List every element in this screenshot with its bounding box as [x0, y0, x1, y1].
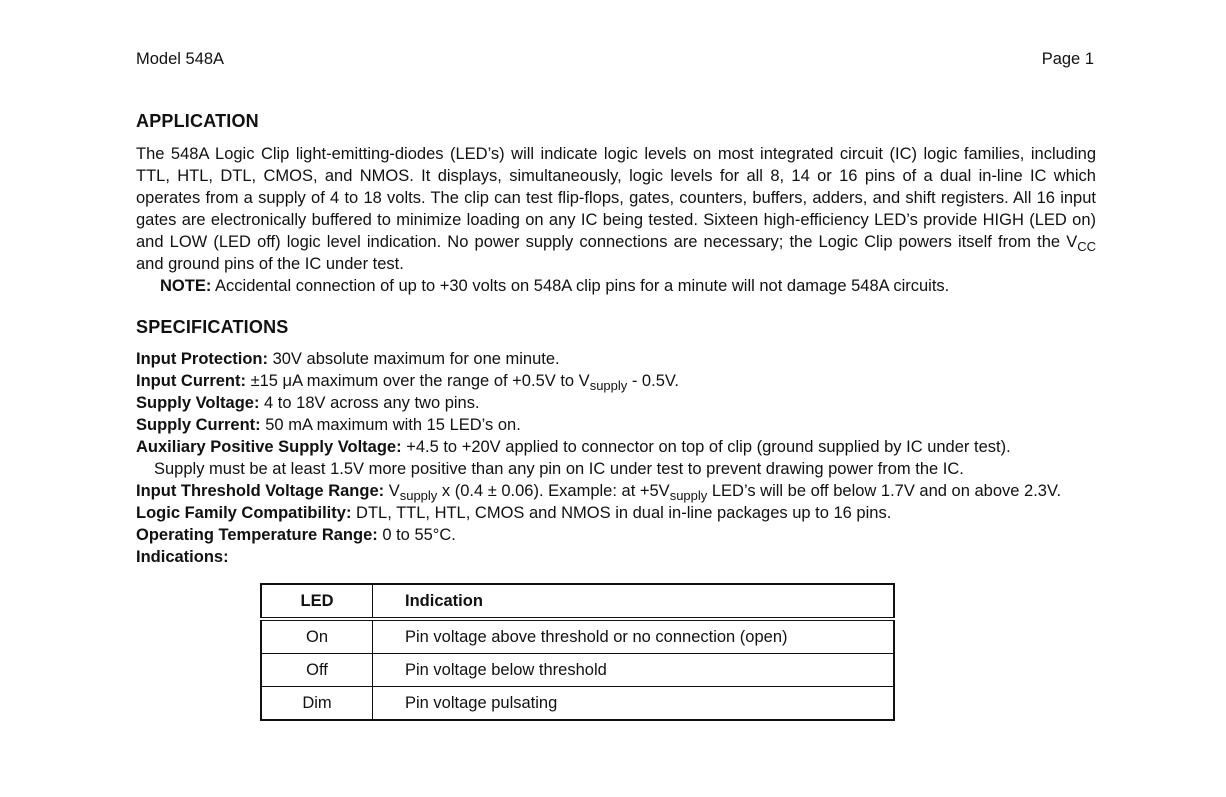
spec-logic-family: Logic Family Compatibility: DTL, TTL, HTL, CMOS and NMOS in dual in-line packages up to 16 pins.: [136, 504, 892, 522]
led-state-cell: On: [261, 619, 373, 654]
application-note: NOTE: Accidental connection of up to +30 volts on 548A clip pins for a minute will not damage 548A circuits.: [160, 277, 950, 295]
spec-temperature: Operating Temperature Range: 0 to 55°C.: [136, 526, 456, 544]
spec-threshold: Input Threshold Voltage Range: $V_{supply}$ x (0.4 ± 0.06). Example: at $+5V_{supply}$ LED’s will be off below 1.7V and on above 2.3V.: [136, 482, 1062, 503]
spec-aux-supply: Auxiliary Positive Supply Voltage: +4.5 to +20V applied to connector on top of clip (ground supplied by IC under test). Supply must be at least 1.5V more positive than any pin on IC under test to prevent drawing power from the IC.: [136, 438, 1011, 478]
table-row: [261, 687, 894, 721]
indication-cell: Pin voltage above threshold or no connection (open): [373, 619, 895, 654]
application-paragraph: [136, 143, 1096, 297]
application-heading: APPLICATION: [136, 111, 259, 131]
spec-indications-label: Indications:: [136, 548, 229, 566]
spec-input-protection: Input Protection: 30V absolute maximum for one minute.: [136, 350, 560, 368]
indication-cell: Pin voltage pulsating: [373, 687, 895, 721]
spec-supply-voltage: Supply Voltage: 4 to 18V across any two pins.: [136, 394, 480, 412]
led-state-cell: Off: [261, 654, 373, 687]
spec-input-current: Input Current: ±15 μA maximum over the range of +0.5V to $V_{supply} - 0.5V$.: [136, 372, 679, 393]
indications-table: [260, 583, 895, 721]
table-row: [261, 654, 894, 687]
specifications-heading: SPECIFICATIONS: [136, 317, 289, 337]
note-label: NOTE:: [160, 277, 212, 295]
specifications-list: [136, 348, 1096, 568]
table-header-row: [261, 584, 894, 619]
led-state-cell: Dim: [261, 687, 373, 721]
page-number: Page 1: [1041, 50, 1094, 68]
indication-cell: Pin voltage below threshold: [373, 654, 895, 687]
model-label: Model 548A: [136, 50, 225, 68]
column-header-led: LED: [261, 584, 373, 619]
column-header-indication: Indication: [373, 584, 895, 619]
spec-supply-current: Supply Current: 50 mA maximum with 15 LED’s on.: [136, 416, 521, 434]
table-row: [261, 619, 894, 654]
application-body: The 548A Logic Clip light-emitting-diodes (LED’s) will indicate logic levels on most integrated circuit (IC) logic families, including TTL, HTL, DTL, CMOS, and NMOS. It displays, simultaneously, logic levels for all 8, 14 or 16 pins of a dual in-line IC which operates from a supply of 4 to 18 volts. The clip can test flip-flops, gates, counters, buffers, adders, and shift registers. All 16 input gates are electronically buffered to minimize loading on any IC being tested. Sixteen high-efficiency LED’s provide HIGH (LED on) and LOW (LED off) logic level indication. No power supply connections are necessary; the Logic Clip powers itself from the $V_{CC}$ and ground pins of the IC under test.: [136, 145, 1096, 273]
